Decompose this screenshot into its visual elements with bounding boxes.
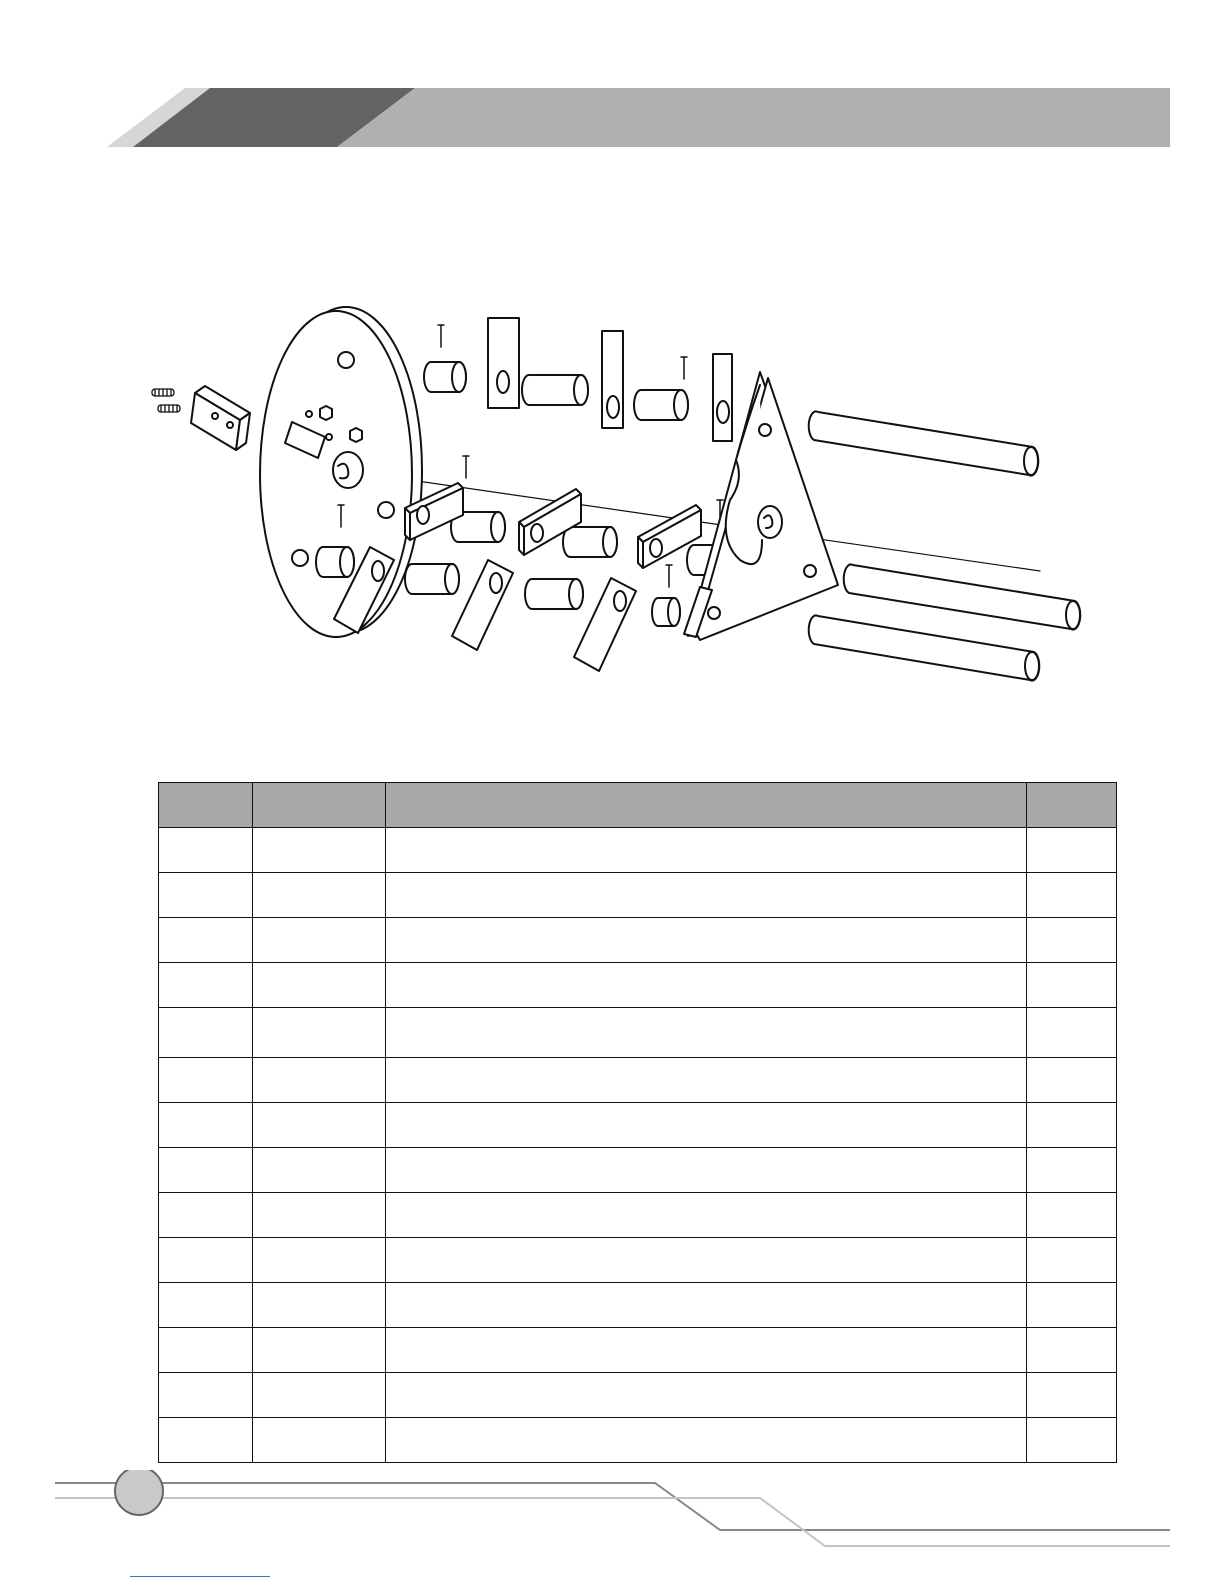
table-cell [1027,1008,1117,1058]
table-cell [1027,1418,1117,1463]
table-row [159,1193,1117,1238]
footer-line-upper [55,1483,1170,1530]
table-cell [1027,828,1117,873]
table-cell [159,873,253,918]
table-cell [159,828,253,873]
table-cell [386,963,1027,1008]
table-cell [253,963,386,1008]
table-cell [386,918,1027,963]
disc-plate [260,307,422,637]
table-cell [159,918,253,963]
table-cell [253,1008,386,1058]
table-cell [159,1418,253,1463]
mounting-screws [152,389,180,412]
table-cell [253,918,386,963]
table-row [159,1058,1117,1103]
table-cell [1027,1283,1117,1328]
parts-list-table [158,782,1117,1463]
small-bracket [191,386,250,450]
table-cell [253,1148,386,1193]
table-cell [159,963,253,1008]
table-row [159,1373,1117,1418]
table-row [159,1238,1117,1283]
table-cell [253,1238,386,1283]
table-row [159,1283,1117,1328]
table-row [159,828,1117,873]
table-row [159,1148,1117,1193]
table-row [159,873,1117,918]
column-header [159,783,253,828]
table-cell [1027,963,1117,1008]
page-footer [0,1470,1225,1585]
table-cell [159,1283,253,1328]
table-cell [159,1373,253,1418]
table-row [159,1103,1117,1148]
page-number-circle [115,1470,163,1515]
footer-link-underline [130,1576,270,1577]
table-cell [253,873,386,918]
table-cell [159,1103,253,1148]
table-row [159,1418,1117,1463]
footer-line-lower [55,1498,1170,1546]
table-cell [1027,873,1117,918]
table-cell [1027,1373,1117,1418]
table-cell [386,1283,1027,1328]
table-cell [253,1373,386,1418]
exploded-assembly-diagram [0,0,1225,760]
table-row [159,918,1117,963]
table-cell [386,1193,1027,1238]
table-cell [159,1238,253,1283]
column-header [386,783,1027,828]
table-cell [1027,1193,1117,1238]
column-header [253,783,386,828]
table-row [159,1008,1117,1058]
table-cell [1027,1058,1117,1103]
table-cell [386,1328,1027,1373]
table-cell [386,1373,1027,1418]
link-plates [405,483,701,568]
table-cell [253,1418,386,1463]
table-cell [386,828,1027,873]
table-cell [1027,1328,1117,1373]
table-cell [1027,1238,1117,1283]
table-row [159,1328,1117,1373]
table-cell [1027,1103,1117,1148]
table-cell [159,1058,253,1103]
table-cell [386,1008,1027,1058]
table-cell [386,1418,1027,1463]
table-cell [386,1058,1027,1103]
table-cell [386,1148,1027,1193]
table-cell [253,1328,386,1373]
table-cell [253,1283,386,1328]
table-cell [159,1193,253,1238]
table-cell [1027,918,1117,963]
table-cell [253,828,386,873]
table-cell [159,1148,253,1193]
table-cell [386,873,1027,918]
table-cell [159,1008,253,1058]
table-header-row [159,783,1117,828]
table-cell [159,1328,253,1373]
table-cell [253,1103,386,1148]
table-cell [253,1193,386,1238]
table-cell [253,1058,386,1103]
table-cell [386,1103,1027,1148]
long-rods [809,411,1081,680]
table-cell [386,1238,1027,1283]
column-header [1027,783,1117,828]
table-cell [1027,1148,1117,1193]
table-row [159,963,1117,1008]
